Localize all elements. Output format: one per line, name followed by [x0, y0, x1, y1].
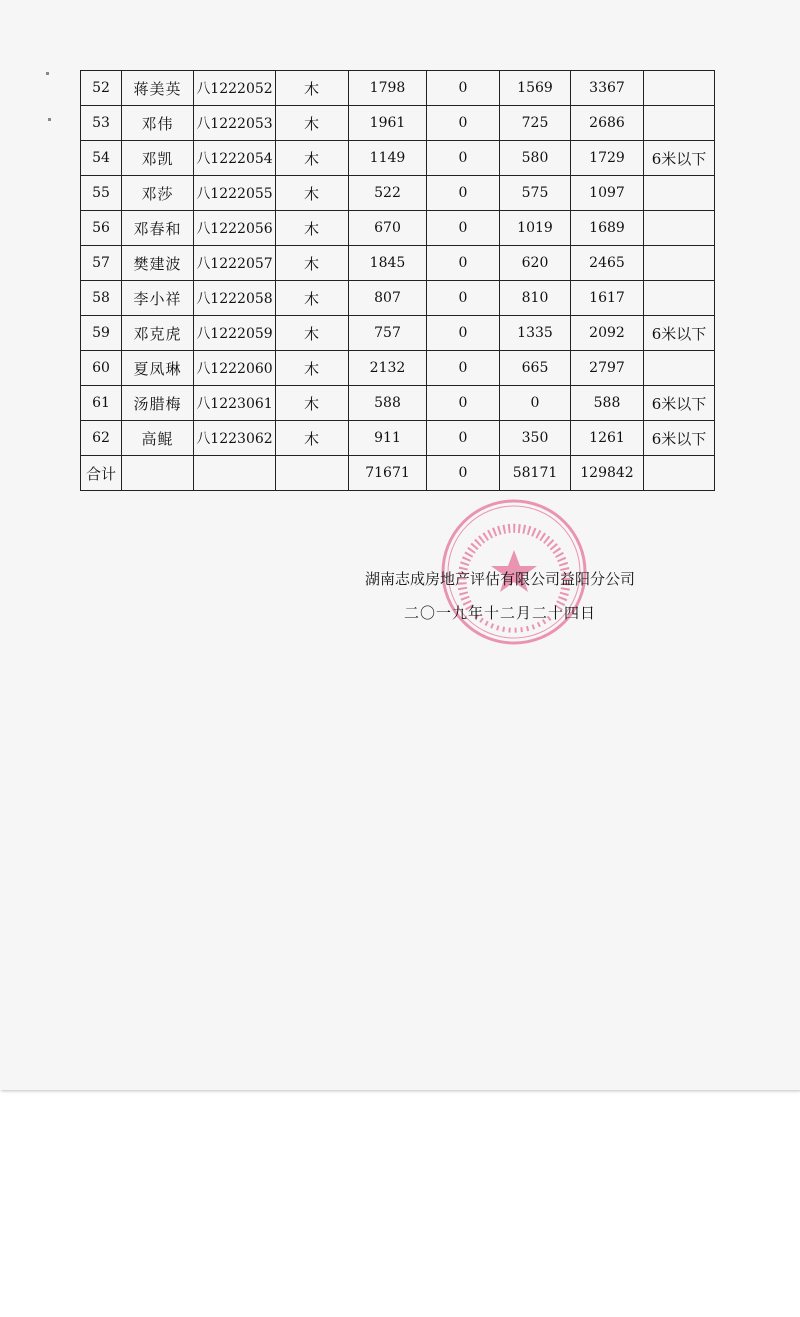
code-cell: 八1222054: [194, 141, 276, 176]
value-3-cell: 0: [500, 386, 571, 421]
empty-cell: [644, 456, 715, 491]
value-1-cell: 1961: [349, 106, 427, 141]
value-4-cell: 1261: [571, 421, 644, 456]
value-4-cell: 1097: [571, 176, 644, 211]
signature-date: 二〇一九年十二月二十四日: [403, 604, 596, 622]
value-4-cell: 1729: [571, 141, 644, 176]
value-1-cell: 522: [349, 176, 427, 211]
type-cell: 木: [276, 316, 349, 351]
note-cell: [644, 176, 715, 211]
table-row: [81, 246, 715, 281]
row-number-cell: 57: [81, 246, 122, 281]
table-row: [81, 351, 715, 386]
value-2-cell: 0: [427, 71, 500, 106]
type-cell: 木: [276, 351, 349, 386]
value-1-cell: 670: [349, 211, 427, 246]
code-cell: 八1222059: [194, 316, 276, 351]
value-3-cell: 1335: [500, 316, 571, 351]
value-2-cell: 0: [427, 281, 500, 316]
table-row: [81, 71, 715, 106]
row-number-cell: 62: [81, 421, 122, 456]
value-3-cell: 1019: [500, 211, 571, 246]
empty-cell: [122, 456, 194, 491]
empty-cell: [276, 456, 349, 491]
type-cell: 木: [276, 176, 349, 211]
value-2-cell: 0: [427, 386, 500, 421]
type-cell: 木: [276, 246, 349, 281]
note-cell: 6米以下: [644, 421, 715, 456]
table-row: [81, 281, 715, 316]
value-4-cell: 2797: [571, 351, 644, 386]
code-cell: 八1222060: [194, 351, 276, 386]
type-cell: 木: [276, 106, 349, 141]
table-row: [81, 421, 715, 456]
note-cell: [644, 211, 715, 246]
name-cell: 邓克虎: [122, 316, 194, 351]
note-cell: [644, 281, 715, 316]
value-3-cell: 620: [500, 246, 571, 281]
code-cell: 八1222058: [194, 281, 276, 316]
row-number-cell: 54: [81, 141, 122, 176]
note-cell: [644, 71, 715, 106]
value-1-cell: 911: [349, 421, 427, 456]
name-cell: 樊建波: [122, 246, 194, 281]
row-number-cell: 60: [81, 351, 122, 386]
name-cell: 汤腊梅: [122, 386, 194, 421]
value-3-cell: 810: [500, 281, 571, 316]
row-number-cell: 53: [81, 106, 122, 141]
code-cell: 八1222055: [194, 176, 276, 211]
row-number-cell: 56: [81, 211, 122, 246]
row-number-cell: 58: [81, 281, 122, 316]
value-2-cell: 0: [427, 211, 500, 246]
type-cell: 木: [276, 71, 349, 106]
value-4-cell: 588: [571, 386, 644, 421]
row-number-cell: 52: [81, 71, 122, 106]
value-2-cell: 0: [427, 351, 500, 386]
name-cell: 邓伟: [122, 106, 194, 141]
scan-mark: [46, 72, 49, 75]
row-number-cell: 61: [81, 386, 122, 421]
value-1-cell: 588: [349, 386, 427, 421]
table-row: [81, 141, 715, 176]
row-number-cell: 59: [81, 316, 122, 351]
value-3-cell: 665: [500, 351, 571, 386]
type-cell: 木: [276, 211, 349, 246]
value-1-cell: 757: [349, 316, 427, 351]
value-2-cell: 0: [427, 316, 500, 351]
total-value-3-cell: 58171: [500, 456, 571, 491]
code-cell: 八1223062: [194, 421, 276, 456]
name-cell: 蒋美英: [122, 71, 194, 106]
note-cell: 6米以下: [644, 386, 715, 421]
type-cell: 木: [276, 141, 349, 176]
ledger-table: [80, 70, 715, 491]
note-cell: 6米以下: [644, 316, 715, 351]
value-4-cell: 1617: [571, 281, 644, 316]
company-name: 湖南志成房地产评估有限公司益阳分公司: [364, 570, 635, 588]
note-cell: [644, 246, 715, 281]
value-3-cell: 725: [500, 106, 571, 141]
code-cell: 八1222056: [194, 211, 276, 246]
value-2-cell: 0: [427, 246, 500, 281]
value-4-cell: 3367: [571, 71, 644, 106]
value-2-cell: 0: [427, 421, 500, 456]
table-row: [81, 106, 715, 141]
value-1-cell: 1149: [349, 141, 427, 176]
value-3-cell: 580: [500, 141, 571, 176]
code-cell: 八1222053: [194, 106, 276, 141]
table-row: [81, 316, 715, 351]
type-cell: 木: [276, 421, 349, 456]
table-row: [81, 176, 715, 211]
value-4-cell: 2092: [571, 316, 644, 351]
ledger-body: [81, 71, 715, 491]
value-2-cell: 0: [427, 141, 500, 176]
value-2-cell: 0: [427, 106, 500, 141]
empty-cell: [194, 456, 276, 491]
name-cell: 李小祥: [122, 281, 194, 316]
total-label-cell: 合计: [81, 456, 122, 491]
value-4-cell: 1689: [571, 211, 644, 246]
name-cell: 邓春和: [122, 211, 194, 246]
value-1-cell: 1798: [349, 71, 427, 106]
value-1-cell: 807: [349, 281, 427, 316]
type-cell: 木: [276, 386, 349, 421]
note-cell: [644, 351, 715, 386]
table-row: [81, 211, 715, 246]
code-cell: 八1222057: [194, 246, 276, 281]
value-2-cell: 0: [427, 176, 500, 211]
code-cell: 八1222052: [194, 71, 276, 106]
row-number-cell: 55: [81, 176, 122, 211]
table-row: [81, 386, 715, 421]
value-1-cell: 1845: [349, 246, 427, 281]
total-row: [81, 456, 715, 491]
code-cell: 八1223061: [194, 386, 276, 421]
value-3-cell: 350: [500, 421, 571, 456]
note-cell: 6米以下: [644, 141, 715, 176]
name-cell: 高鲲: [122, 421, 194, 456]
total-value-1-cell: 71671: [349, 456, 427, 491]
name-cell: 邓莎: [122, 176, 194, 211]
value-4-cell: 2465: [571, 246, 644, 281]
type-cell: 木: [276, 281, 349, 316]
value-3-cell: 575: [500, 176, 571, 211]
value-4-cell: 2686: [571, 106, 644, 141]
total-value-2-cell: 0: [427, 456, 500, 491]
total-value-4-cell: 129842: [571, 456, 644, 491]
scan-mark: [48, 118, 51, 121]
name-cell: 邓凯: [122, 141, 194, 176]
note-cell: [644, 106, 715, 141]
name-cell: 夏凤琳: [122, 351, 194, 386]
value-1-cell: 2132: [349, 351, 427, 386]
value-3-cell: 1569: [500, 71, 571, 106]
